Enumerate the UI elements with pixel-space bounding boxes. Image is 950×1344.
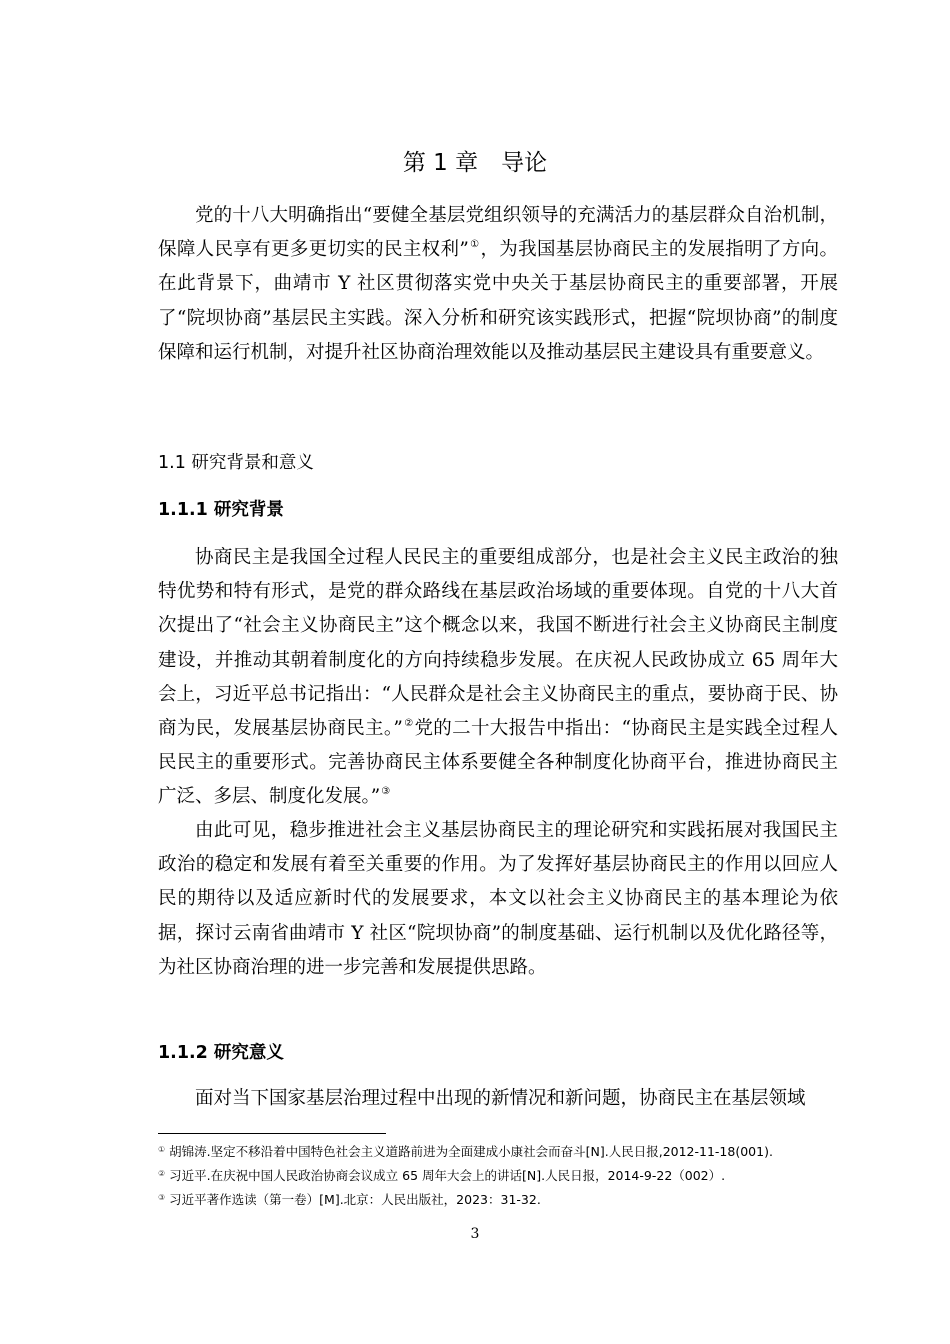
footnote-divider	[158, 1133, 386, 1134]
intro-text-part-2: ，为我国基层协商民主的发展指明了方向。在此背景下，曲靖市 Y 社区贯彻落实党中央关于基层协商民主的重要部署，开展了“院坝协商”基层民主实践。深入分析和研究该实践形式，把握“院坝协商”的制度保障和运行机制，对提升社区协商治理效能以及推动基层民主建设具有重要意义。	[158, 239, 838, 363]
footnote-1	[158, 1141, 818, 1161]
significance-paragraph: 面对当下国家基层治理过程中出现的新情况和新问题，协商民主在基层领域	[195, 1088, 806, 1109]
section-heading-1-1: 1.1 研究背景和意义	[158, 453, 314, 473]
footnote-ref-1[interactable]: ①	[469, 239, 480, 251]
background-text-part-1: 协商民主是我国全过程人民民主的重要组成部分，也是社会主义民主政治的独特优势和特有形式，是党的群众路线在基层政治场域的重要体现。自党的十八大首次提出了“社会主义协商民主”这个概念以来，我国不断进行社会主义协商民主制度建设，并推动其朝着制度化的方向持续稳步发展。在庆祝人民政协成立 65 周年大会上，习近平总书记指出：“人民群众是社会主义协商民主的重点，要协商于民、协商为民，发展基层协商民主。”	[158, 547, 838, 740]
section-heading-1-1-1: 1.1.1 研究背景	[158, 500, 284, 520]
page-number: 3	[470, 1226, 480, 1242]
footnote-2	[158, 1165, 818, 1185]
background-paragraph-2: 由此可见，稳步推进社会主义基层协商民主的理论研究和实践拓展对我国民主政治的稳定和发展有着至关重要的作用。为了发挥好基层协商民主的作用以回应人民的期待以及适应新时代的发展要求，本文以社会主义协商民主的基本理论为依据，探讨云南省曲靖市 Y 社区“院坝协商”的制度基础、运行机制以及优化路径等，为社区协商治理的进一步完善和发展提供思路。	[158, 820, 838, 978]
footnote-text: 习近平.在庆祝中国人民政治协商会议成立 65 周年大会上的讲话[N].人民日报，2014-9-22（002）.	[169, 1168, 726, 1183]
footnote-mark: ②	[158, 1169, 166, 1178]
intro-text-part-1: 党的十八大明确指出“要健全基层党组织领导的充满活力的基层群众自治机制，保障人民享有更多更切实的民主权利”	[158, 205, 838, 261]
footnote-text: 胡锦涛.坚定不移沿着中国特色社会主义道路前进为全面建成小康社会而奋斗[N].人民日报,2012-11-18(001).	[169, 1144, 773, 1159]
intro-paragraph	[158, 199, 838, 370]
footnote-3	[158, 1189, 818, 1209]
chapter-title: 第 1 章 导论	[402, 150, 548, 176]
section-heading-1-1-2: 1.1.2 研究意义	[158, 1043, 284, 1063]
footnote-mark: ③	[158, 1193, 166, 1202]
footnote-ref-3[interactable]: ③	[381, 786, 391, 798]
footnote-ref-2[interactable]: ②	[403, 718, 414, 730]
footnote-text: 习近平著作选读（第一卷）[M].北京：人民出版社，2023：31-32.	[169, 1192, 541, 1207]
background-text-part-2: 党的二十大报告中指出：“协商民主是实践全过程人民民主的重要形式。完善协商民主体系要健全各种制度化协商平台，推进协商民主广泛、多层、制度化发展。”	[158, 718, 838, 808]
footnotes	[158, 1141, 818, 1213]
footnote-mark: ①	[158, 1145, 166, 1154]
background-paragraph-1	[158, 541, 838, 815]
